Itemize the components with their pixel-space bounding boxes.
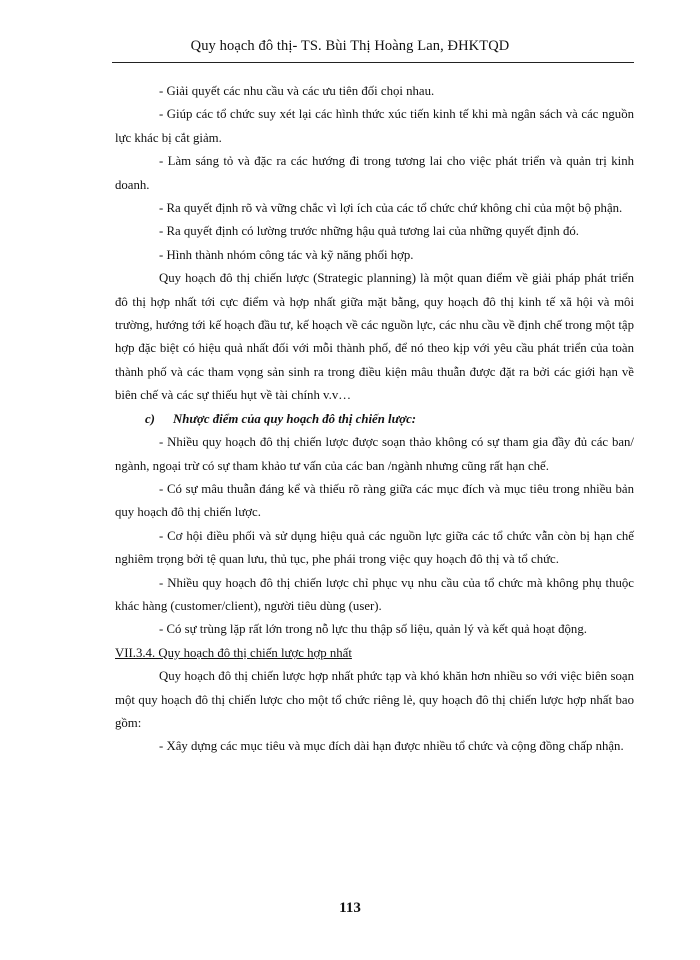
subheading-text: Nhược điểm của quy hoạch đô thị chiến lược: <box>173 411 417 426</box>
paragraph: - Ra quyết định có lường trước những hậu quả tương lai của những quyết định đó. <box>159 224 579 239</box>
header-divider <box>112 62 634 63</box>
paragraph: - Có sự trùng lặp rất lớn trong nỗ lực thu thập số liệu, quản lý và kết quả hoạt động. <box>159 622 587 637</box>
paragraph: - Xây dựng các mục tiêu và mục đích dài hạn được nhiều tổ chức và cộng đồng chấp nhận. <box>159 739 624 754</box>
paragraph: - Cơ hội điều phối và sử dụng hiệu quả các nguồn lực giữa các tổ chức vẫn còn bị hạn chế nghiêm trọng bởi tệ quan lưu, thủ tục, phe phái trong việc quy hoạch đô thị và tổ chức. <box>115 528 634 567</box>
page-body <box>115 80 634 759</box>
running-header: Quy hoạch đô thị- TS. Bùi Thị Hoàng Lan, ĐHKTQD <box>190 38 510 54</box>
subheading-label: c) <box>145 411 155 426</box>
paragraph: - Giúp các tổ chức suy xét lại các hình thức xúc tiến kinh tế khi mà ngân sách và các nguồn lực khác bị cắt giảm. <box>115 107 634 145</box>
paragraph: - Hình thành nhóm công tác và kỹ năng phối hợp. <box>159 247 414 262</box>
paragraph: - Ra quyết định rõ và vững chắc vì lợi ích của các tổ chức chứ không chỉ của một bộ phận. <box>159 201 623 216</box>
paragraph: - Có sự mâu thuẫn đáng kể và thiếu rõ ràng giữa các mục đích và mục tiêu trong nhiều bản quy hoạch đô thị chiến lược. <box>115 481 634 520</box>
paragraph: - Làm sáng tỏ và đặc ra các hướng đi trong tương lai cho việc phát triển và quản trị kinh doanh. <box>115 154 634 192</box>
paragraph: - Giải quyết các nhu cầu và các ưu tiên đối chọi nhau. <box>159 84 435 98</box>
subheading-disadvantages <box>115 408 634 431</box>
paragraph: Quy hoạch đô thị chiến lược (Strategic planning) là một quan điểm về giải pháp phát triển đô thị hợp nhất tới cực điểm và hợp nhất giữa mặt bằng, quy hoạch đô thị kinh tế xã hội và môi trường, hướng tới kế hoạch đầu tư, kế hoạch về các nguồn lực, các nhu cầu về định chế trong một tập hợp đặc biệt có hiệu quả nhất đối với mỗi thành phố, để nó theo kịp với yêu cầu phát triển của toàn thành phố và các tham vọng sản sinh ra trong điều kiện mâu thuẫn được đặt ra bởi các giới hạn về biên chế và các sự thiếu hụt về tài chính v.v… <box>115 271 634 403</box>
paragraph: - Nhiều quy hoạch đô thị chiến lược chỉ phục vụ nhu cầu của tổ chức mà không phụ thuộc khác hàng (customer/client), người tiêu dùng (user). <box>115 575 634 613</box>
page-number: 113 <box>339 900 361 916</box>
section-title: VII.3.4. Quy hoạch đô thị chiến lược hợp nhất <box>115 645 352 660</box>
paragraph: Quy hoạch đô thị chiến lược hợp nhất phức tạp và khó khăn hơn nhiều so với việc biên soạn một quy hoạch đô thị chiến lược cho một tổ chức riêng lẻ, quy hoạch đô thị chiến lược hợp nhất bao gồm: <box>115 669 634 730</box>
paragraph: - Nhiều quy hoạch đô thị chiến lược được soạn thảo không có sự tham gia đầy đủ các ban/ ngành, ngoại trừ có sự tham khảo tư vấn của các ban /ngành nhưng cũng rất hạn chế. <box>115 435 634 473</box>
